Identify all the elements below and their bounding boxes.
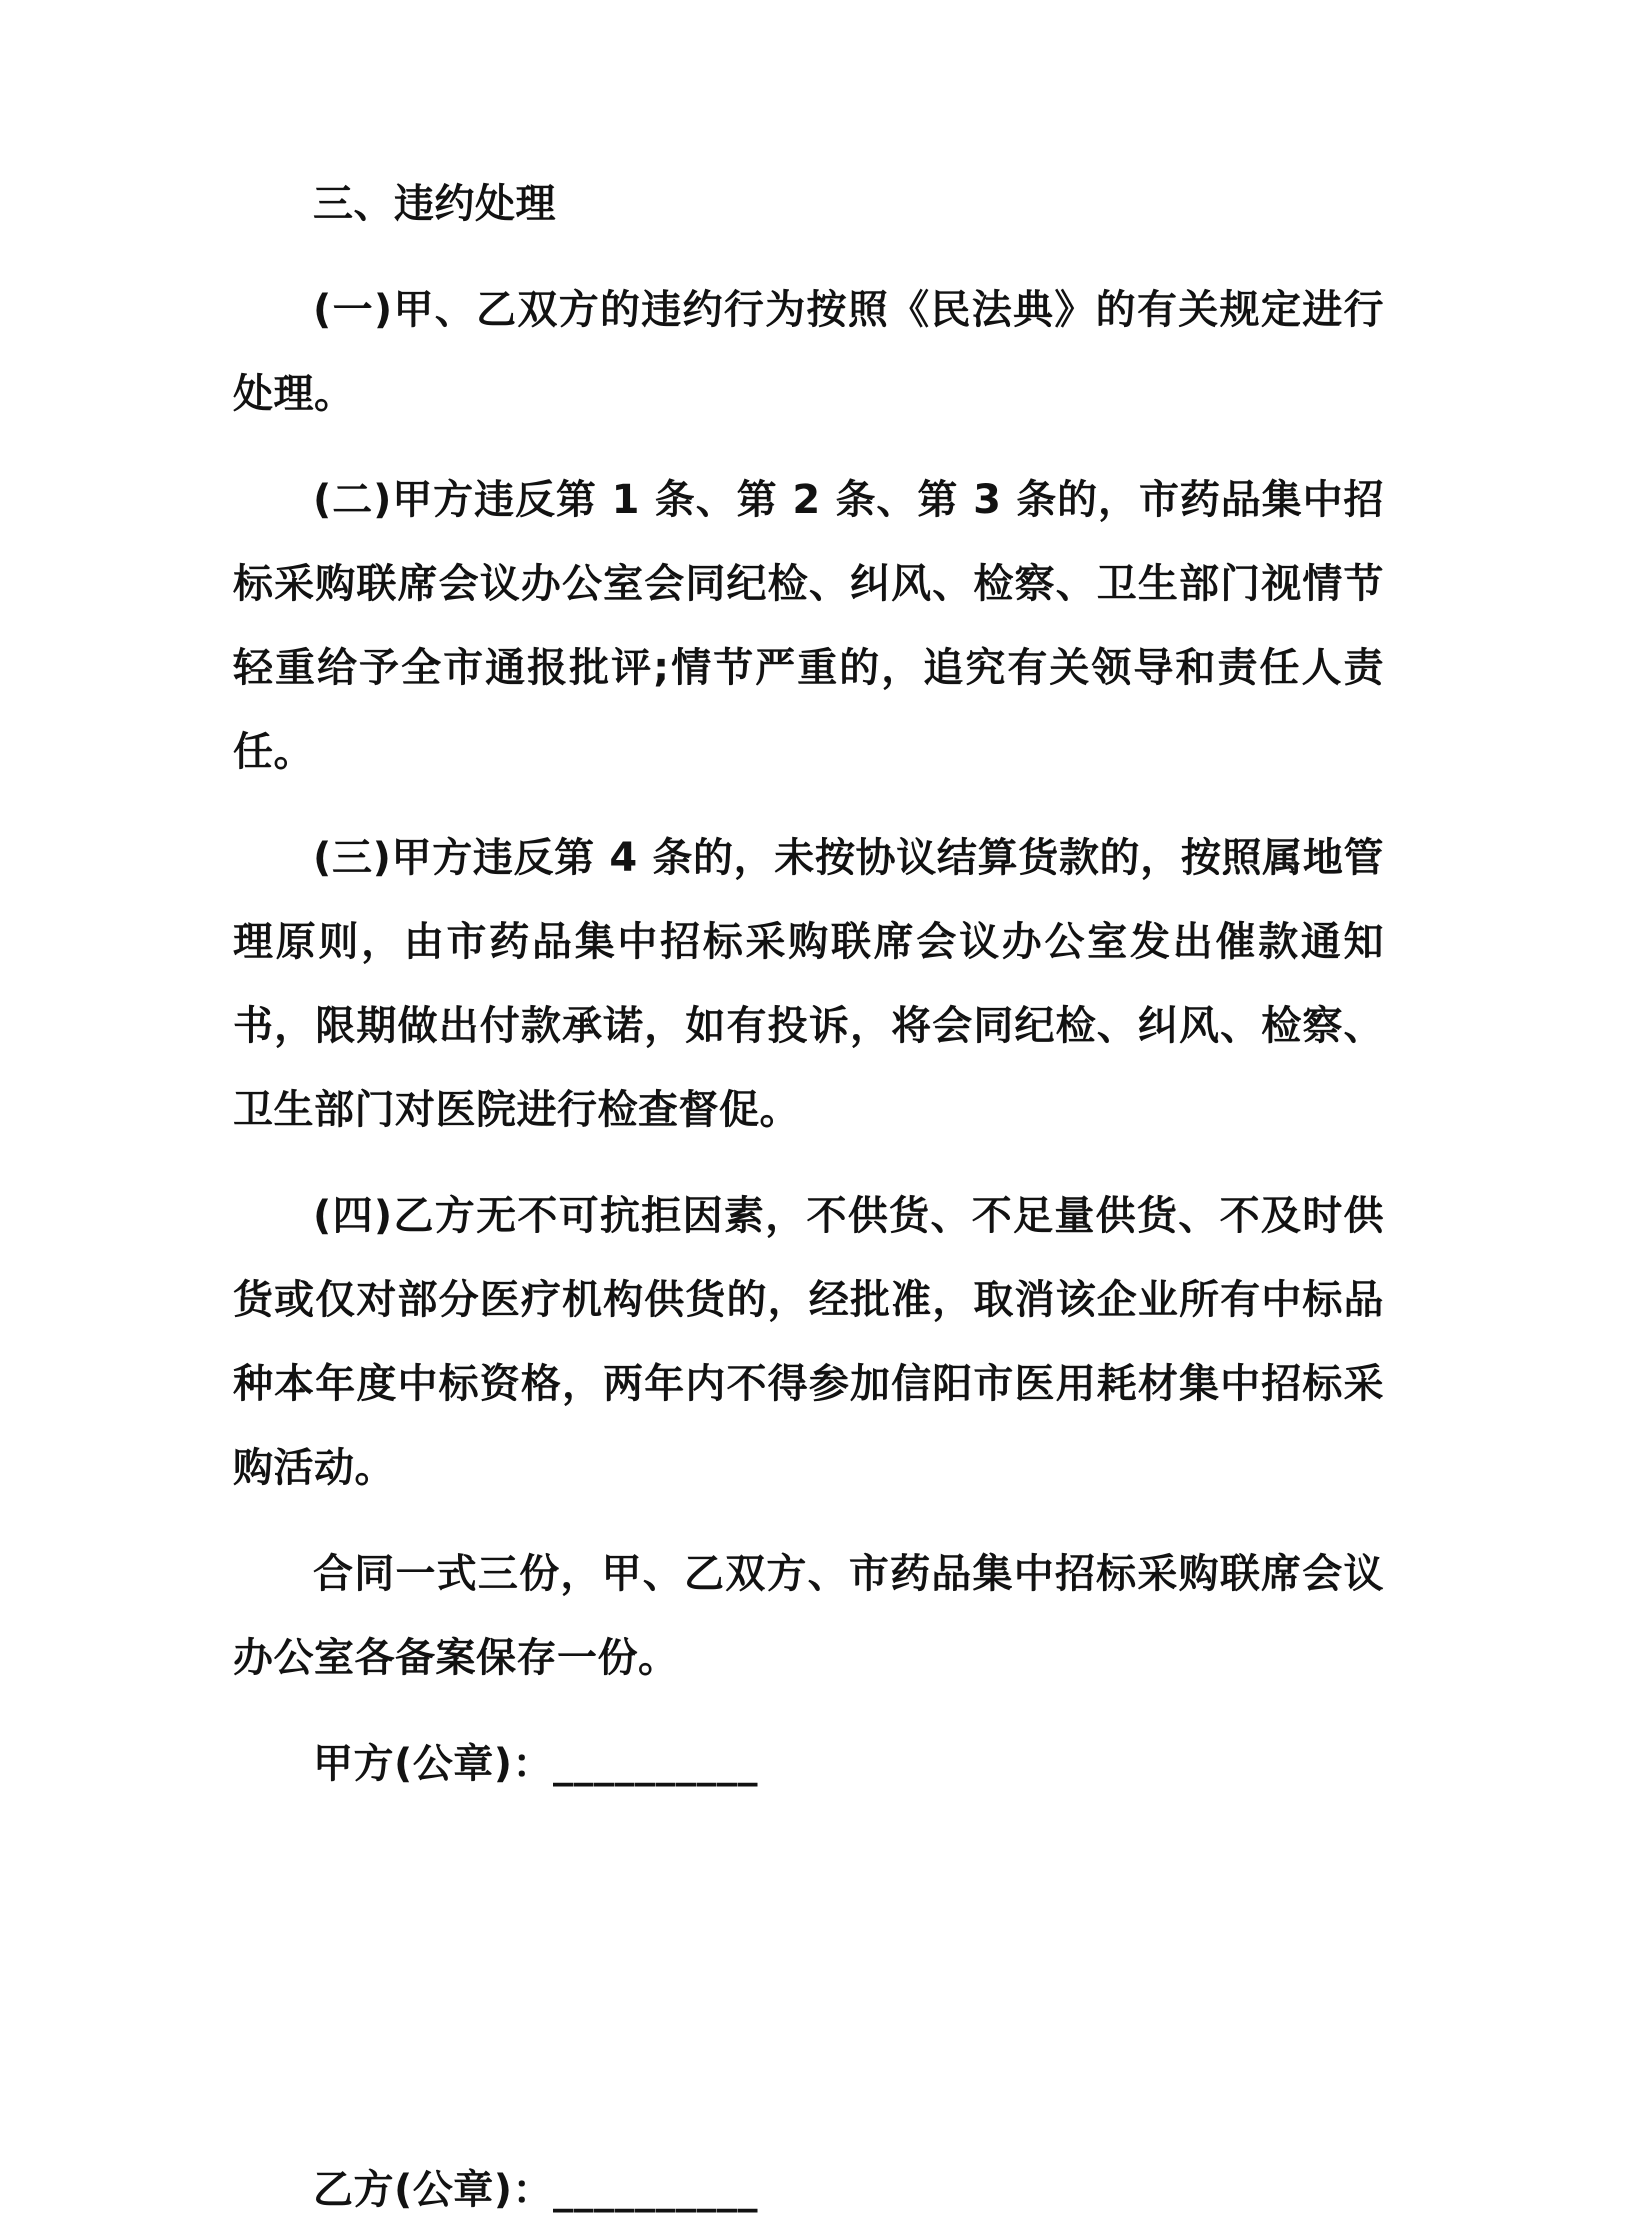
clause-1: (一)甲、乙双方的违约行为按照《民法典》的有关规定进行处理。: [233, 287, 1384, 417]
signature-gap-spacer: [233, 1828, 1384, 2148]
clause-4: (四)乙方无不可抗拒因素，不供货、不足量供货、不及时供货或仅对部分医疗机构供货的，经批准，取消该企业所有中标品种本年度中标资格，两年内不得参加信阳市医用耗材集中招标采购活动。: [233, 1193, 1384, 1491]
closing-statement: 合同一式三份，甲、乙双方、市药品集中招标采购联席会议办公室各备案保存一份。: [233, 1551, 1384, 1681]
party-a-signature-line: 甲方(公章)：__________: [313, 1741, 759, 1787]
section-heading-breach-handling: 三、违约处理: [313, 181, 556, 227]
clause-2: (二)甲方违反第 1 条、第 2 条、第 3 条的，市药品集中招标采购联席会议办公室会同纪检、纠风、检察、卫生部门视情节轻重给予全市通报批评;情节严重的，追究有关领导和责任人责任。: [233, 477, 1384, 775]
party-b-signature-line: 乙方(公章)：__________: [313, 2167, 759, 2213]
clause-3: (三)甲方违反第 4 条的，未按协议结算货款的，按照属地管理原则，由市药品集中招标采购联席会议办公室发出催款通知书，限期做出付款承诺，如有投诉，将会同纪检、纠风、检察、卫生部门对医院进行检查督促。: [233, 835, 1384, 1133]
